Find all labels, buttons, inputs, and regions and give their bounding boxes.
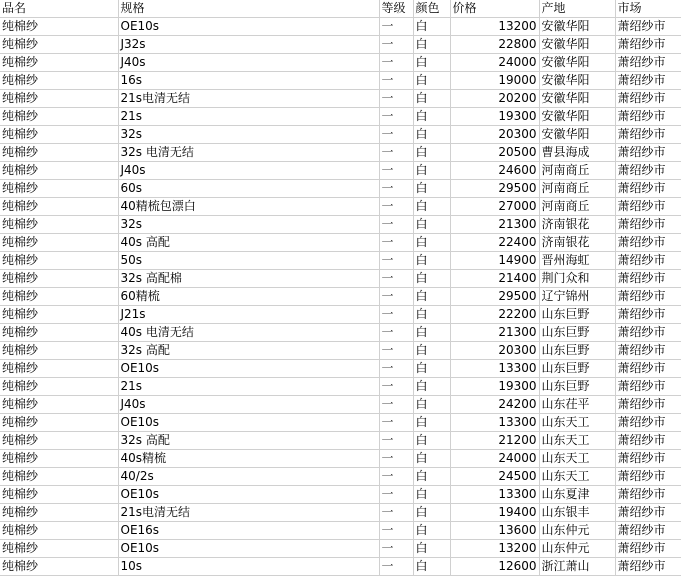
cell-spec: 40s精梳 (118, 450, 379, 468)
table-row (0, 522, 681, 540)
cell-price: 29500 (450, 288, 539, 306)
table-row (0, 234, 681, 252)
cell-origin: 辽宁锦州 (539, 288, 615, 306)
cell-grade: 一 (379, 558, 413, 576)
cell-market: 萧绍纱市 (615, 486, 681, 504)
cell-origin: 山东天工 (539, 414, 615, 432)
cell-market: 萧绍纱市 (615, 324, 681, 342)
cell-color: 白 (413, 162, 450, 180)
cell-product-name: 纯棉纱 (0, 18, 118, 36)
cell-market: 萧绍纱市 (615, 504, 681, 522)
cell-market: 萧绍纱市 (615, 306, 681, 324)
table-row (0, 306, 681, 324)
table-row (0, 450, 681, 468)
cell-product-name: 纯棉纱 (0, 216, 118, 234)
cell-origin: 安徽华阳 (539, 126, 615, 144)
cell-product-name: 纯棉纱 (0, 450, 118, 468)
cell-price: 22200 (450, 306, 539, 324)
cell-price: 22800 (450, 36, 539, 54)
cell-spec: 60s (118, 180, 379, 198)
cell-spec: 32s 高配 (118, 342, 379, 360)
cell-grade: 一 (379, 108, 413, 126)
cell-grade: 一 (379, 126, 413, 144)
cell-color: 白 (413, 90, 450, 108)
cell-product-name: 纯棉纱 (0, 162, 118, 180)
cell-product-name: 纯棉纱 (0, 90, 118, 108)
cell-origin: 山东夏津 (539, 486, 615, 504)
header-price: 价格 (450, 0, 539, 18)
cell-grade: 一 (379, 36, 413, 54)
cell-market: 萧绍纱市 (615, 162, 681, 180)
table-row (0, 414, 681, 432)
cell-price: 19300 (450, 108, 539, 126)
cell-origin: 山东巨野 (539, 360, 615, 378)
table-row (0, 324, 681, 342)
cell-color: 白 (413, 36, 450, 54)
cell-origin: 浙江萧山 (539, 558, 615, 576)
cell-price: 20300 (450, 342, 539, 360)
cell-origin: 山东巨野 (539, 342, 615, 360)
cell-grade: 一 (379, 522, 413, 540)
cell-origin: 山东天工 (539, 432, 615, 450)
cell-origin: 安徽华阳 (539, 90, 615, 108)
cell-market: 萧绍纱市 (615, 108, 681, 126)
table-row (0, 270, 681, 288)
cell-product-name: 纯棉纱 (0, 234, 118, 252)
header-color: 颜色 (413, 0, 450, 18)
cell-origin: 晋州海虹 (539, 252, 615, 270)
cell-market: 萧绍纱市 (615, 558, 681, 576)
cell-market: 萧绍纱市 (615, 54, 681, 72)
table-row (0, 216, 681, 234)
cell-spec: J40s (118, 396, 379, 414)
cell-price: 19300 (450, 378, 539, 396)
table-row (0, 378, 681, 396)
cell-market: 萧绍纱市 (615, 396, 681, 414)
cell-spec: 21s电清无结 (118, 504, 379, 522)
cell-spec: 50s (118, 252, 379, 270)
cell-color: 白 (413, 486, 450, 504)
cell-market: 萧绍纱市 (615, 378, 681, 396)
header-row (0, 0, 681, 18)
cell-market: 萧绍纱市 (615, 270, 681, 288)
cell-color: 白 (413, 72, 450, 90)
cell-color: 白 (413, 360, 450, 378)
table-row (0, 144, 681, 162)
cell-spec: J40s (118, 162, 379, 180)
cell-market: 萧绍纱市 (615, 252, 681, 270)
cell-market: 萧绍纱市 (615, 234, 681, 252)
cell-grade: 一 (379, 306, 413, 324)
cell-market: 萧绍纱市 (615, 540, 681, 558)
cell-spec: OE10s (118, 414, 379, 432)
cell-origin: 济南银花 (539, 216, 615, 234)
cell-market: 萧绍纱市 (615, 144, 681, 162)
cell-market: 萧绍纱市 (615, 216, 681, 234)
cell-spec: 32s (118, 216, 379, 234)
cell-origin: 安徽华阳 (539, 72, 615, 90)
cell-origin: 山东巨野 (539, 306, 615, 324)
cell-market: 萧绍纱市 (615, 36, 681, 54)
cell-market: 萧绍纱市 (615, 90, 681, 108)
table-row (0, 468, 681, 486)
cell-color: 白 (413, 432, 450, 450)
cell-product-name: 纯棉纱 (0, 108, 118, 126)
cell-price: 22400 (450, 234, 539, 252)
cell-spec: 32s 高配 (118, 432, 379, 450)
cell-market: 萧绍纱市 (615, 72, 681, 90)
cell-market: 萧绍纱市 (615, 18, 681, 36)
cell-color: 白 (413, 540, 450, 558)
table-row (0, 486, 681, 504)
cell-product-name: 纯棉纱 (0, 270, 118, 288)
table-row (0, 36, 681, 54)
table-row (0, 198, 681, 216)
cell-origin: 山东仲元 (539, 522, 615, 540)
cell-grade: 一 (379, 540, 413, 558)
cell-price: 21200 (450, 432, 539, 450)
table-row (0, 126, 681, 144)
cell-price: 13300 (450, 414, 539, 432)
cell-grade: 一 (379, 18, 413, 36)
cell-product-name: 纯棉纱 (0, 558, 118, 576)
table-row (0, 108, 681, 126)
cell-origin: 安徽华阳 (539, 54, 615, 72)
cell-product-name: 纯棉纱 (0, 486, 118, 504)
cell-origin: 山东巨野 (539, 378, 615, 396)
cell-origin: 河南商丘 (539, 180, 615, 198)
cell-color: 白 (413, 306, 450, 324)
cell-product-name: 纯棉纱 (0, 396, 118, 414)
cell-grade: 一 (379, 216, 413, 234)
cell-price: 21300 (450, 216, 539, 234)
cell-price: 13600 (450, 522, 539, 540)
cell-color: 白 (413, 342, 450, 360)
cell-color: 白 (413, 180, 450, 198)
cell-color: 白 (413, 126, 450, 144)
cell-price: 24200 (450, 396, 539, 414)
cell-product-name: 纯棉纱 (0, 414, 118, 432)
cell-color: 白 (413, 414, 450, 432)
cell-color: 白 (413, 198, 450, 216)
cell-spec: J40s (118, 54, 379, 72)
cell-origin: 济南银花 (539, 234, 615, 252)
cell-product-name: 纯棉纱 (0, 126, 118, 144)
cell-color: 白 (413, 324, 450, 342)
cell-spec: 32s 高配棉 (118, 270, 379, 288)
cell-spec: 16s (118, 72, 379, 90)
cell-color: 白 (413, 252, 450, 270)
cell-product-name: 纯棉纱 (0, 198, 118, 216)
cell-product-name: 纯棉纱 (0, 306, 118, 324)
cell-grade: 一 (379, 360, 413, 378)
cell-spec: 21s (118, 108, 379, 126)
cell-origin: 山东巨野 (539, 324, 615, 342)
cell-price: 13200 (450, 540, 539, 558)
cell-origin: 河南商丘 (539, 162, 615, 180)
table-row (0, 90, 681, 108)
cell-product-name: 纯棉纱 (0, 432, 118, 450)
cell-origin: 山东天工 (539, 468, 615, 486)
table-row (0, 396, 681, 414)
cell-grade: 一 (379, 54, 413, 72)
cell-color: 白 (413, 216, 450, 234)
table-row (0, 342, 681, 360)
header-spec: 规格 (118, 0, 379, 18)
cell-origin: 曹县海成 (539, 144, 615, 162)
cell-market: 萧绍纱市 (615, 288, 681, 306)
cell-price: 19000 (450, 72, 539, 90)
cell-spec: OE10s (118, 486, 379, 504)
cell-product-name: 纯棉纱 (0, 468, 118, 486)
cell-market: 萧绍纱市 (615, 432, 681, 450)
cell-product-name: 纯棉纱 (0, 504, 118, 522)
cell-product-name: 纯棉纱 (0, 252, 118, 270)
cell-spec: 21s电清无结 (118, 90, 379, 108)
cell-market: 萧绍纱市 (615, 450, 681, 468)
cell-origin: 安徽华阳 (539, 18, 615, 36)
cell-spec: 40精梳包漂白 (118, 198, 379, 216)
cell-product-name: 纯棉纱 (0, 540, 118, 558)
cell-spec: J21s (118, 306, 379, 324)
cell-origin: 河南商丘 (539, 198, 615, 216)
cell-color: 白 (413, 288, 450, 306)
cell-color: 白 (413, 378, 450, 396)
cell-origin: 荆门众和 (539, 270, 615, 288)
cell-spec: 10s (118, 558, 379, 576)
table-row (0, 54, 681, 72)
cell-price: 14900 (450, 252, 539, 270)
table-row (0, 504, 681, 522)
cell-product-name: 纯棉纱 (0, 288, 118, 306)
table-row (0, 72, 681, 90)
cell-spec: OE16s (118, 522, 379, 540)
cell-market: 萧绍纱市 (615, 126, 681, 144)
cell-spec: 21s (118, 378, 379, 396)
cell-grade: 一 (379, 288, 413, 306)
table-row (0, 18, 681, 36)
cell-spec: 40s 电清无结 (118, 324, 379, 342)
cell-price: 24000 (450, 54, 539, 72)
cell-grade: 一 (379, 144, 413, 162)
cell-spec: OE10s (118, 540, 379, 558)
cell-color: 白 (413, 522, 450, 540)
cell-spec: OE10s (118, 18, 379, 36)
cell-color: 白 (413, 468, 450, 486)
table-row (0, 288, 681, 306)
header-product-name: 品名 (0, 0, 118, 18)
cell-price: 13300 (450, 486, 539, 504)
cell-price: 24500 (450, 468, 539, 486)
cell-grade: 一 (379, 162, 413, 180)
cell-spec: 60精梳 (118, 288, 379, 306)
cell-spec: J32s (118, 36, 379, 54)
cell-product-name: 纯棉纱 (0, 54, 118, 72)
cell-price: 21400 (450, 270, 539, 288)
cell-price: 20200 (450, 90, 539, 108)
cell-product-name: 纯棉纱 (0, 72, 118, 90)
cell-price: 13300 (450, 360, 539, 378)
cell-origin: 山东仲元 (539, 540, 615, 558)
cell-color: 白 (413, 108, 450, 126)
cell-grade: 一 (379, 414, 413, 432)
cell-market: 萧绍纱市 (615, 522, 681, 540)
cell-product-name: 纯棉纱 (0, 144, 118, 162)
cell-market: 萧绍纱市 (615, 198, 681, 216)
cell-color: 白 (413, 18, 450, 36)
header-market: 市场 (615, 0, 681, 18)
table-row (0, 432, 681, 450)
table-row (0, 252, 681, 270)
cell-color: 白 (413, 450, 450, 468)
cell-market: 萧绍纱市 (615, 468, 681, 486)
cell-grade: 一 (379, 378, 413, 396)
cell-grade: 一 (379, 90, 413, 108)
table-row (0, 180, 681, 198)
cell-price: 24600 (450, 162, 539, 180)
cell-spec: 32s 电清无结 (118, 144, 379, 162)
cell-grade: 一 (379, 432, 413, 450)
cell-product-name: 纯棉纱 (0, 342, 118, 360)
table-row (0, 360, 681, 378)
cell-color: 白 (413, 504, 450, 522)
cell-product-name: 纯棉纱 (0, 522, 118, 540)
table-row (0, 558, 681, 576)
cell-market: 萧绍纱市 (615, 360, 681, 378)
cell-price: 29500 (450, 180, 539, 198)
cell-product-name: 纯棉纱 (0, 360, 118, 378)
cell-color: 白 (413, 558, 450, 576)
cell-color: 白 (413, 270, 450, 288)
cell-market: 萧绍纱市 (615, 180, 681, 198)
cell-market: 萧绍纱市 (615, 414, 681, 432)
cell-grade: 一 (379, 486, 413, 504)
cell-product-name: 纯棉纱 (0, 324, 118, 342)
cell-grade: 一 (379, 468, 413, 486)
cell-spec: OE10s (118, 360, 379, 378)
cell-grade: 一 (379, 324, 413, 342)
cell-origin: 山东银丰 (539, 504, 615, 522)
cell-grade: 一 (379, 252, 413, 270)
cell-grade: 一 (379, 504, 413, 522)
cell-spec: 40/2s (118, 468, 379, 486)
cell-spec: 32s (118, 126, 379, 144)
cell-origin: 安徽华阳 (539, 108, 615, 126)
header-origin: 产地 (539, 0, 615, 18)
cell-market: 萧绍纱市 (615, 342, 681, 360)
cell-grade: 一 (379, 234, 413, 252)
cell-price: 27000 (450, 198, 539, 216)
cell-price: 19400 (450, 504, 539, 522)
cell-color: 白 (413, 396, 450, 414)
header-grade: 等级 (379, 0, 413, 18)
table-row (0, 540, 681, 558)
cell-grade: 一 (379, 270, 413, 288)
cell-price: 21300 (450, 324, 539, 342)
cell-grade: 一 (379, 450, 413, 468)
cell-product-name: 纯棉纱 (0, 36, 118, 54)
cell-spec: 40s 高配 (118, 234, 379, 252)
cell-color: 白 (413, 234, 450, 252)
cell-origin: 安徽华阳 (539, 36, 615, 54)
cell-price: 13200 (450, 18, 539, 36)
cell-product-name: 纯棉纱 (0, 180, 118, 198)
cell-origin: 山东天工 (539, 450, 615, 468)
cell-grade: 一 (379, 396, 413, 414)
cell-price: 24000 (450, 450, 539, 468)
cell-grade: 一 (379, 198, 413, 216)
table-row (0, 162, 681, 180)
cell-color: 白 (413, 54, 450, 72)
cell-grade: 一 (379, 180, 413, 198)
cell-price: 12600 (450, 558, 539, 576)
cell-grade: 一 (379, 342, 413, 360)
cell-grade: 一 (379, 72, 413, 90)
cell-origin: 山东茌平 (539, 396, 615, 414)
cell-color: 白 (413, 144, 450, 162)
cell-product-name: 纯棉纱 (0, 378, 118, 396)
cell-price: 20500 (450, 144, 539, 162)
cell-price: 20300 (450, 126, 539, 144)
